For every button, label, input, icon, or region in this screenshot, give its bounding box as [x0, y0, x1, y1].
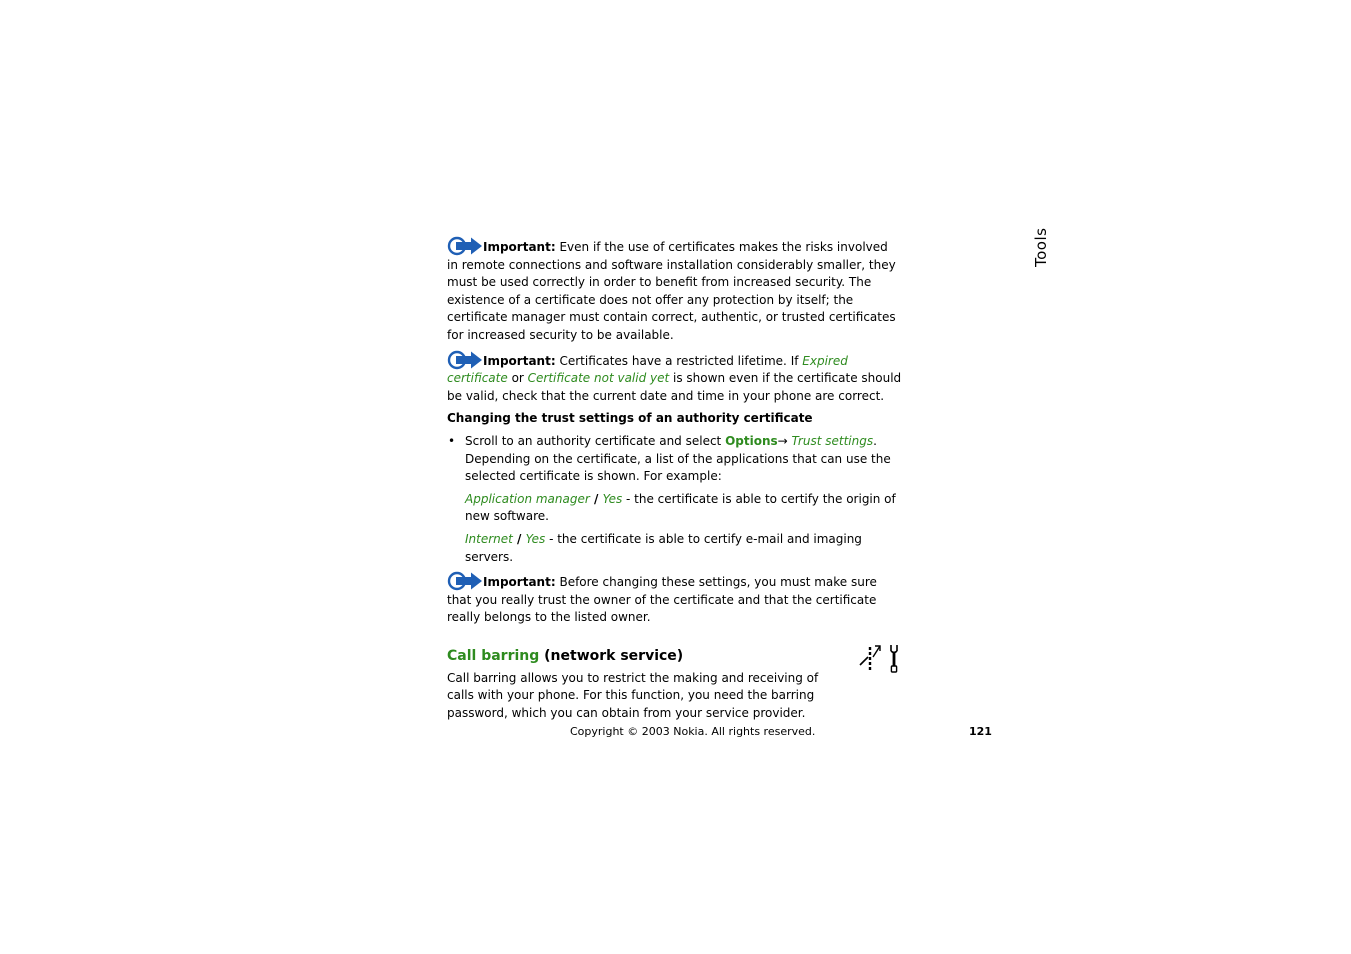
example-term: Internet [465, 531, 513, 546]
section-title [447, 646, 902, 666]
section-body [447, 670, 902, 723]
bullet-dot: • [448, 433, 456, 448]
important-arrow-icon [447, 571, 483, 591]
example-value: Yes [602, 491, 623, 506]
section-title-green: Call barring [447, 647, 540, 664]
term-expired-certificate: Expired certificate [447, 353, 848, 386]
footer-copyright: Copyright © 2003 Nokia. All rights reserved. [570, 725, 816, 738]
side-tab-label: Tools [1032, 227, 1050, 267]
network-service-tools-icon [858, 643, 900, 673]
example-internet [447, 531, 902, 566]
note-label: Important: [483, 240, 556, 254]
term-certificate-not-valid-yet: Certificate not valid yet [527, 371, 670, 386]
important-note-2 [447, 350, 902, 406]
side-tab [1032, 227, 1050, 267]
note-text: Before changing these settings, you must make sure that you really trust the owner of the certificate and that the certificate really belongs to the listed owner. [447, 575, 877, 625]
menu-term-trust-settings: Trust settings [791, 433, 874, 448]
menu-term-options: Options [725, 433, 778, 448]
important-note-3 [447, 571, 902, 627]
note-text: is shown even if the certificate should be valid, check that the current date and time in your phone are correct. [447, 371, 902, 403]
example-separator: / [512, 531, 526, 546]
note-label: Important: [483, 575, 556, 590]
subheading: Changing the trust settings of an authority certificate [447, 411, 813, 426]
note-text: Certificates have a restricted lifetime. If [555, 353, 803, 368]
bullet-text: . Depending on the certificate, a list of the applications that can use the selected certificate is shown. For example: [465, 433, 891, 484]
note-text: Even if the use of certificates makes the risks involved in remote connections and software installation considerably smaller, they must be used correctly in order to benefit from increased security. The existence of a certificate does not offer any protection by itself; the certificate manager must contain correct, authentic, or trusted certificates for increased security to be available. [447, 240, 896, 342]
page-number: 121 [969, 725, 992, 738]
arrow-glyph: → [777, 433, 792, 448]
example-application-manager [447, 491, 902, 526]
example-term: Application manager [465, 491, 590, 506]
note-text: or [507, 371, 528, 386]
page-content [447, 236, 902, 723]
note-label: Important: [483, 353, 556, 368]
example-value: Yes [525, 531, 546, 546]
important-arrow-icon [447, 350, 483, 370]
example-separator: / [589, 491, 603, 506]
example-text: - the certificate is able to certify e-mail and imaging servers. [465, 531, 862, 564]
section-title-rest: (network service) [539, 647, 684, 664]
example-text: - the certificate is able to certify the origin of new software. [465, 491, 896, 524]
bullet-text: Scroll to an authority certificate and select [465, 433, 726, 448]
important-note-1 [447, 236, 902, 345]
bullet-item [447, 433, 902, 486]
important-arrow-icon [447, 236, 483, 256]
section-body-text: Call barring allows you to restrict the making and receiving of calls with your phone. For this function, you need the barring password, which you can obtain from your service provider. [447, 670, 819, 721]
